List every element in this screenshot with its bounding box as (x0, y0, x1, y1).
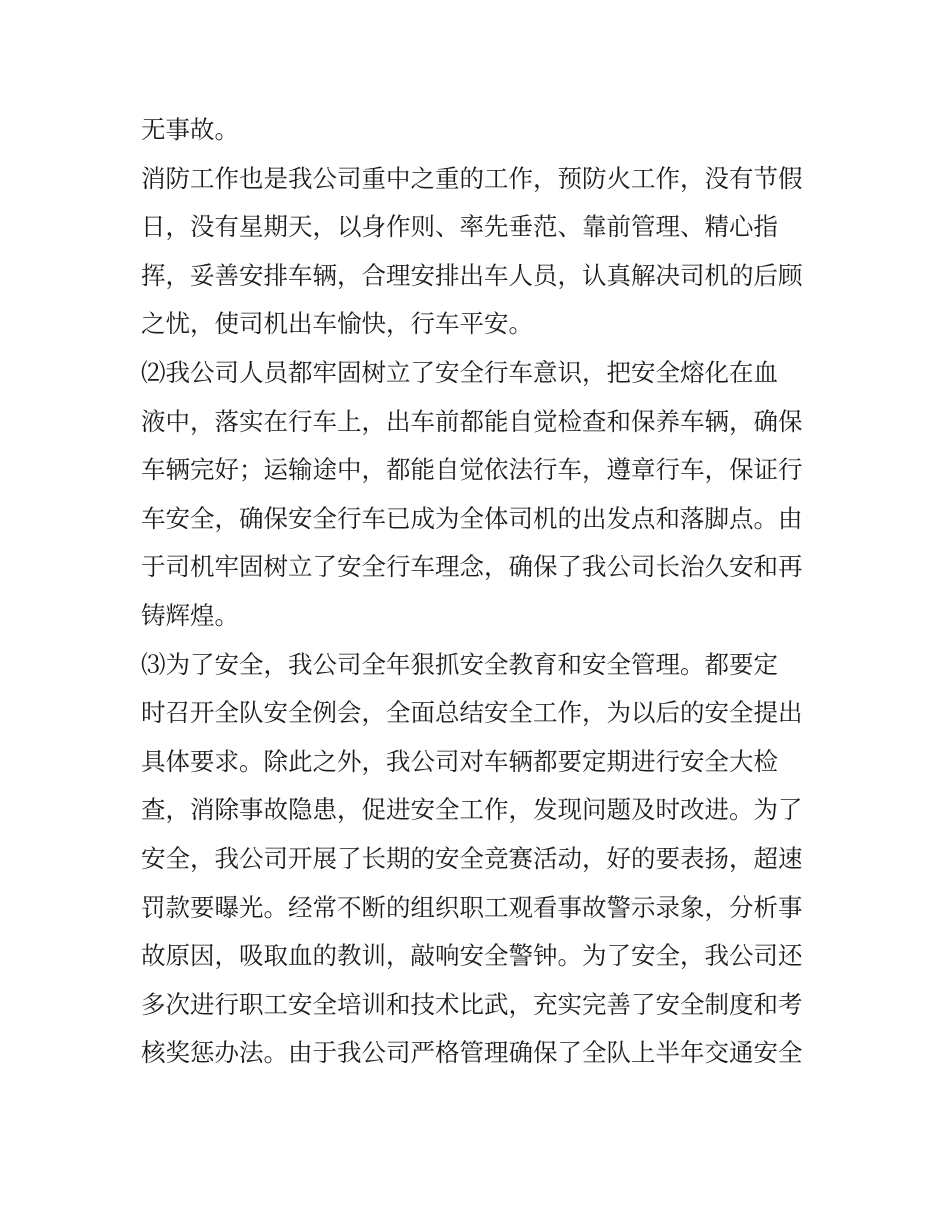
text-line: ⑵我公司人员都牢固树立了安全行车意识，把安全熔化在血 (141, 357, 778, 387)
text-line: 安全，我公司开展了长期的安全竞赛活动，好的要表扬，超速 (141, 843, 803, 873)
text-line: 故原因，吸取血的教训，敲响安全警钟。为了安全，我公司还 (141, 941, 803, 971)
text-line: 具体要求。除此之外，我公司对车辆都要定期进行安全大检 (141, 746, 778, 776)
text-line: 车辆完好；运输途中，都能自觉依法行车，遵章行车，保证行 (141, 455, 803, 485)
text-line: 液中，落实在行车上，出车前都能自觉检查和保养车辆，确保 (141, 406, 803, 436)
text-line: 查，消除事故隐患，促进安全工作，发现问题及时改进。为了 (141, 795, 803, 825)
text-line: 无事故。 (141, 115, 239, 144)
text-line: 挥，妥善安排车辆，合理安排出车人员，认真解决司机的后顾 (141, 260, 803, 290)
text-line: 车安全，确保安全行车已成为全体司机的出发点和落脚点。由 (141, 503, 803, 533)
text-line: 铸辉煌。 (141, 600, 239, 630)
text-line: 消防工作也是我公司重中之重的工作，预防火工作，没有节假 (141, 163, 803, 193)
text-line: 多次进行职工安全培训和技术比武，充实完善了安全制度和考 (141, 989, 803, 1019)
text-line: 之忧，使司机出车愉快，行车平安。 (141, 309, 533, 339)
text-line: 罚款要曝光。经常不断的组织职工观看事故警示录象，分析事 (141, 892, 803, 922)
text-line: 于司机牢固树立了安全行车理念，确保了我公司长治久安和再 (141, 552, 803, 582)
text-line: 时召开全队安全例会，全面总结安全工作，为以后的安全提出 (141, 698, 803, 728)
text-line: ⑶为了安全，我公司全年狠抓安全教育和安全管理。都要定 (141, 649, 778, 679)
text-line: 日，没有星期天，以身作则、率先垂范、靠前管理、精心指 (141, 212, 778, 242)
text-line: 核奖惩办法。由于我公司严格管理确保了全队上半年交通安全 (141, 1038, 803, 1068)
document-body (141, 106, 841, 1078)
